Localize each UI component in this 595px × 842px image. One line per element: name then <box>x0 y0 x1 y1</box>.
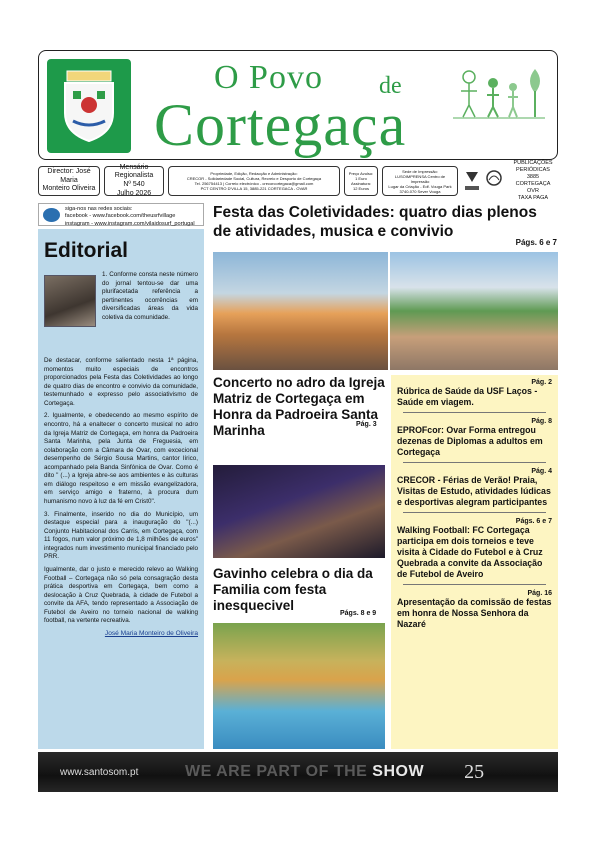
issue-box <box>104 163 164 197</box>
editorial-paragraph: 3. Finalmente, inserido no dia do Município, um destaque especial para a inauguração do "(...) Conjunto Habitacional dos Carris, em Cortegaça, com 11 fogos, num valor próximo de 1,8 milhões de euros" integrados num investimento municipal financiado pelo PRR. <box>44 510 198 561</box>
printer-box <box>382 166 458 196</box>
gavinho-pages: Págs. 8 e 9 <box>340 610 377 617</box>
price-line: Assinatura: <box>350 181 371 186</box>
masthead-title-line1: O Povo <box>214 59 323 96</box>
printer-line: 3740-070 Sever Vouga <box>399 188 441 194</box>
director-box <box>38 166 100 196</box>
social-box <box>38 203 204 226</box>
pub-line: TAXA PAGA <box>517 194 549 201</box>
divider <box>403 412 546 413</box>
brief-headline: Rúbrica de Saúde da USF Laços - Saúde em viagem. <box>397 386 538 407</box>
brief-headline: CRECOR - Férias de Verão! Praia, Visitas de Estudo, atividades lúdicas e desportivas alegram participantes <box>397 474 551 507</box>
issue-number: Nº 540 <box>123 181 145 188</box>
festival-photo-night <box>213 252 388 370</box>
social-intro: siga-nos nas redes sociais: <box>65 206 133 212</box>
facebook-link[interactable]: facebook - www.facebook.com/theusrfvillage <box>65 213 176 220</box>
coat-of-arms-logo <box>47 59 131 153</box>
editorial-column <box>38 229 204 749</box>
editorial-intro: 1. Conforme consta neste número do jornal tentou-se dar uma plurifacetada referência a pertinentes ocorrências em diversificadas áreas da vida coletiva da comunidade. <box>102 271 198 321</box>
concerto-pages: Pág. 3 <box>356 421 377 428</box>
pub-line: PERIÓDICAS <box>516 167 550 174</box>
brief-pages: Pág. 16 <box>527 589 552 597</box>
family-day-photo <box>213 623 385 749</box>
author-photo <box>44 275 96 327</box>
advert-slogan <box>185 763 424 781</box>
editorial-paragraph: Igualmente, dar o justo e merecido relevo ao Walking Football – Cortegaça não só pela consagração desta prática desportiva em Cortegaça, bem como a deslocação à Cruz Quebrada, à cidade de Futebol a convite da AFA, tendo representado a Associação de Futebol de Aveiro no torneio nacional de walking football, na vertente recreativa. <box>44 565 198 625</box>
advert-banner[interactable] <box>38 752 558 792</box>
price-line: 1 Euro <box>355 176 367 181</box>
printer-line: Lugar da Criação - Edf. Vouga Park <box>388 183 452 189</box>
price-line: 12 Euros <box>352 186 369 191</box>
masthead <box>38 50 558 160</box>
masthead-title-de: de <box>379 73 402 99</box>
divider <box>403 512 546 513</box>
editorial-paragraph: De destacar, conforme salientado nesta 1ª página, momentos muito especiais de encontros proporcionados pela Festa das Coletividades ao longo de quatro dias de encontro e convivio da comunidade, testemunhado e expresso pelo associativismo de Cortegaça. <box>44 357 198 407</box>
editorial-signature: José Maria Monteiro de Oliveira <box>104 629 198 637</box>
editorial-body <box>44 357 198 626</box>
masthead-title-line2: Cortegaça <box>154 92 407 158</box>
brief-pages: Págs. 6 e 7 <box>515 517 552 525</box>
concert-photo <box>213 465 385 558</box>
brief-pages: Pág. 2 <box>531 379 552 386</box>
director-name: Monteiro Oliveira <box>42 185 96 193</box>
printer-line: LUSOIMPRENSA Centro de Impressão <box>394 173 446 184</box>
festival-photo-street <box>390 252 558 370</box>
owner-line: PCT CENTRO D'VILLA 15, 3885-221 CORTEGACA - OVAR <box>200 186 308 191</box>
periodicity: Mensário Regionalista <box>114 163 154 180</box>
gavinho-headline[interactable]: Gavinho celebra o dia da Familia com festa inesquecivel <box>213 566 373 613</box>
press-logo-icon <box>462 168 482 194</box>
brief-pages: Pág. 8 <box>531 417 552 425</box>
brief-pages: Pág. 4 <box>531 467 552 475</box>
director-label: Director: José Maria <box>47 167 91 184</box>
divider <box>403 584 546 585</box>
editorial-paragraph: 2. Igualmente, e obedecendo ao mesmo espírito de encontro, há a enaltecer o concerto musical no adro da Igreja Matriz de Cortegaça, em honra da Padroeira Santa Marinha, pela Junta de Freguesia, em colaboração com a Câmara de Ovar, com excecional desempenho de Sérgio Sousa Martins, cantor lírico, acompanhado pela Banda Sinfónica de Ovar. Como é dito " (...) a Igreja abre-se aos ambientes e às culturas em diálogo respeitoso e em missão evangelizadora, em serviço amigo e fraterno, à procura dum humanismo novo à luz da fé em Crist0". <box>44 412 198 505</box>
publications-box <box>508 160 558 201</box>
brief-headline: EPROFcor: Ovar Forma entregou dezenas de Diplomas a adultos em Cortegaça <box>397 424 543 457</box>
family-figures-icon <box>451 63 547 119</box>
main-headline[interactable]: Festa das Coletividades: quatro dias plenos de atividades, musica e convivio <box>213 204 537 240</box>
printer-line: Sede de Impressão: <box>402 168 438 174</box>
news-brief[interactable] <box>397 518 552 585</box>
pub-line: PUBLICAÇÕES <box>513 160 553 167</box>
owner-line: Propriedade, Edição, Redacção e Administração: <box>210 171 298 176</box>
news-brief[interactable] <box>397 468 552 513</box>
instagram-link[interactable]: instagram - www.instagram.com/vilaidosurf_portugal <box>65 220 195 227</box>
globe-icon <box>43 208 60 222</box>
shield-icon <box>59 69 119 143</box>
info-bar <box>38 160 558 201</box>
owner-box <box>168 166 340 196</box>
news-brief[interactable] <box>397 418 552 463</box>
price-box <box>344 166 378 196</box>
anniversary-logo: 25 <box>464 760 485 783</box>
news-briefs-column <box>391 375 558 749</box>
price-line: Preço Avulso: <box>348 171 374 176</box>
concerto-headline[interactable]: Concerto no adro da Igreja Matriz de Cortegaça em Honra da Padroeira Santa Marinha <box>213 375 385 438</box>
owner-line: Tel. 256754413 | Correio electrónico - crecorcortegaca@gmail.com <box>194 181 314 186</box>
advert-url[interactable]: www.santosom.pt <box>60 766 139 778</box>
advert-slogan-a: WE ARE PART OF THE <box>185 763 373 780</box>
advert-slogan-b: SHOW <box>372 763 425 780</box>
association-logo-icon <box>484 168 504 194</box>
main-story-pages: Págs. 6 e 7 <box>515 238 557 247</box>
divider <box>403 462 546 463</box>
editorial-title: Editorial <box>44 239 129 262</box>
news-brief[interactable] <box>397 590 552 630</box>
issue-date: Julho 2026 <box>116 189 152 197</box>
brief-headline: Apresentação da comissão de festas em honra de Nossa Senhora da Nazaré <box>397 596 552 629</box>
brief-headline: Walking Football: FC Cortegaça participa em dois torneios e teve visita à Cidade do Futebol e à Cruz Quebrada a convite da Associação de Futebol de Aveiro <box>397 524 543 579</box>
owner-line: CRECOR - Solidariedade Social, Cultura, Recreio e Desporto de Cortegaça <box>186 176 322 181</box>
news-brief[interactable] <box>397 379 552 413</box>
pub-line: 3885 CORTEGAÇA OVR <box>515 174 551 194</box>
